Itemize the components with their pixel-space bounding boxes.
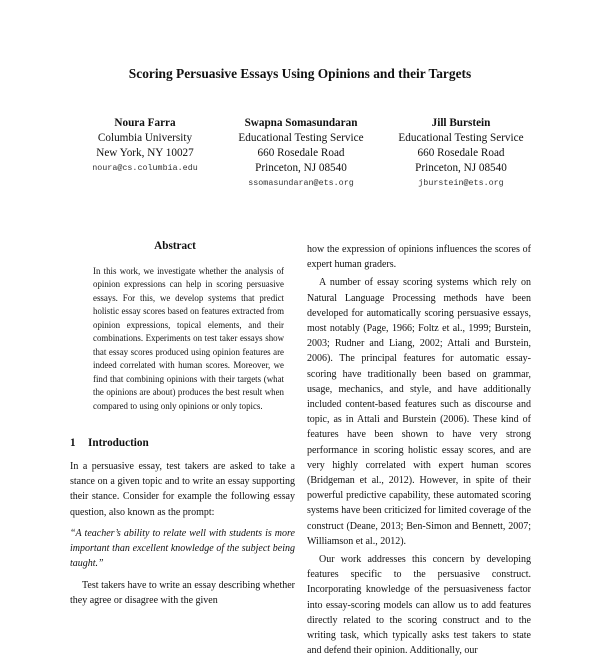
author-affiliation: Educational Testing Service (398, 132, 524, 144)
author-name: Swapna Somasundaran (244, 117, 358, 129)
paper-title: Scoring Persuasive Essays Using Opinions and their Targets (128, 66, 472, 81)
author-block (218, 116, 384, 191)
author-affiliation: Columbia University (97, 132, 193, 144)
author-affiliation: Educational Testing Service (238, 132, 364, 144)
author-city: Princeton, NJ 08540 (255, 162, 347, 174)
intro-paragraph: In a persuasive essay, test takers are asked to take a stance on a given topic and to write an essay supporting their stance. Consider for example the following essay question, also known as the prompt: (70, 461, 295, 518)
section-heading (70, 437, 149, 449)
author-address: New York, NY 10027 (96, 147, 194, 159)
author-address: 660 Rosedale Road (417, 147, 505, 159)
author-email: jburstein@ets.org (418, 178, 504, 188)
intro-paragraph: Test takers have to write an essay describing whether they agree or disagree with the given (70, 580, 295, 607)
author-address: 660 Rosedale Road (257, 147, 345, 159)
author-email: ssomasundaran@ets.org (248, 178, 354, 188)
author-city: Princeton, NJ 08540 (415, 162, 507, 174)
right-column (307, 242, 531, 661)
continuation-paragraph: how the expression of opinions influences the scores of expert human graders. (307, 244, 531, 271)
author-block (70, 116, 220, 176)
author-email: noura@cs.columbia.edu (92, 163, 198, 173)
abstract-text: In this work, we investigate whether the analysis of opinion expressions can help in scoring persuasive essays. For this, we develop systems that predict holistic essay scores based on features extracted from opinion expressions, topical elements, and their combinations. Experiments on test taker essays show that essay scores produced using opinion features are indeed correlated with human scores. Moreover, we find that combining opinions with their targets (what the opinions are about) produces the best result when compared to using only opinions or only topics. (93, 266, 284, 411)
section-number: 1 (70, 437, 76, 449)
author-block (376, 116, 546, 191)
abstract-heading: Abstract (154, 240, 196, 252)
prompt-quote: “A teacher’s ability to relate well with students is more important than excellent knowledge of the subject being taught.” (70, 528, 295, 570)
author-name: Noura Farra (114, 117, 176, 129)
section-title: Introduction (88, 437, 149, 449)
body-paragraph: Our work addresses this concern by developing features specific to the persuasive construct. Incorporating knowledge of the persuasiveness factor into essay-scoring models can allow us to add features directly related to the scoring construct and to the writing task, which typically asks test takers to state and defend their opinion. Additionally, our (307, 554, 531, 657)
author-name: Jill Burstein (431, 117, 491, 129)
body-paragraph: A number of essay scoring systems which rely on Natural Language Processing methods have been developed for automatically scoring persuasive essays, most notably (Page, 1966; Foltz et al., 1999; Burstein, 2003; Rudner and Liang, 2002; Attali and Burstein, 2006). The principal features for automatic essay-scoring have traditionally been based on grammar, usage, mechanics, and style, and have additionally included content-based features such as discourse and topic, as in Attali and Burstein (2006). These kind of features have been shown to have very strong performance in scoring holistic essay scores, and are very highly correlated with expert human scores (Bridgeman et al., 2012). However, in spite of their powerful predictive capability, these automated scoring systems have been criticized for limited coverage of the construct (Deane, 2013; Ben-Simon and Bennett, 2007; Williamson et al., 2012). (307, 277, 531, 547)
